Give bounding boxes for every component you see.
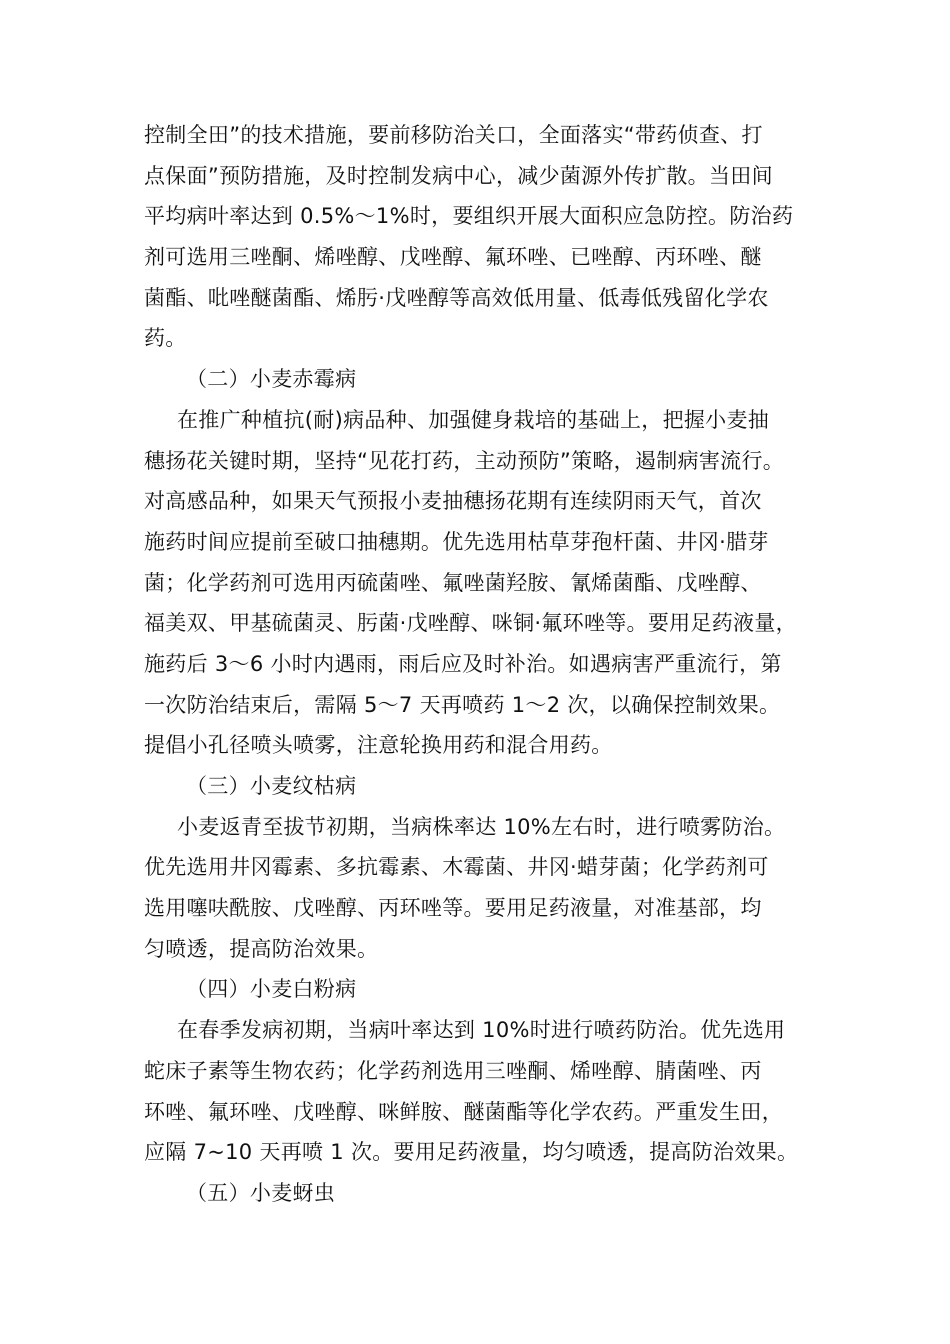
body-line: 在春季发病初期，当病叶率达到 10%时进行喷药防治。优先选用	[177, 1018, 786, 1043]
body-line: 对高感品种，如果天气预报小麦抽穗扬花期有连续阴雨天气，首次	[144, 489, 762, 514]
body-line: 应隔 7~10 天再喷 1 次。要用足药液量，均匀喷透，提高防治效果。	[144, 1140, 799, 1165]
body-line: 菌；化学药剂可选用丙硫菌唑、氟唑菌羟胺、氰烯菌酯、戊唑醇、	[144, 570, 762, 595]
section-heading-aphids: （五）小麦蚜虫	[186, 1180, 336, 1205]
body-line: 控制全田”的技术措施，要前移防治关口，全面落实“带药侦查、打	[144, 123, 763, 147]
section-heading-wheat-scab: （二）小麦赤霉病	[186, 367, 357, 392]
body-line: 药。	[144, 326, 187, 351]
body-line: 剂可选用三唑酮、烯唑醇、戊唑醇、氟环唑、已唑醇、丙环唑、醚	[144, 245, 762, 270]
body-line: 提倡小孔径喷头喷雾，注意轮换用药和混合用药。	[144, 733, 613, 758]
body-line: 匀喷透，提高防治效果。	[144, 936, 379, 961]
section-heading-sheath-blight: （三）小麦纹枯病	[186, 774, 357, 798]
body-line: 平均病叶率达到 0.5%～1%时，要组织开展大面积应急防控。防治药	[144, 204, 794, 229]
body-line: 优先选用井冈霉素、多抗霉素、木霉菌、井冈·蜡芽菌；化学药剂可	[144, 855, 769, 880]
body-line: 穗扬花关键时期，坚持“见花打药，主动预防”策略，遏制病害流行。	[144, 448, 785, 473]
section-heading-powdery-mildew: （四）小麦白粉病	[186, 977, 357, 1002]
body-line: 环唑、氟环唑、戊唑醇、咪鲜胺、醚菌酯等化学农药。严重发生田，	[144, 1099, 783, 1124]
body-line: 菌酯、吡唑醚菌酯、烯肟·戊唑醇等高效低用量、低毒低残留化学农	[144, 285, 769, 310]
document-body	[144, 115, 834, 1214]
body-line: 在推广种植抗(耐)病品种、加强健身栽培的基础上，把握小麦抽	[177, 407, 770, 432]
body-line: 施药时间应提前至破口抽穗期。优先选用枯草芽孢杆菌、井冈·腊芽	[144, 529, 769, 554]
body-line: 选用噻呋酰胺、戊唑醇、丙环唑等。要用足药液量，对准基部，均	[144, 896, 762, 921]
body-line: 施药后 3～6 小时内遇雨，雨后应及时补治。如遇病害严重流行，第	[144, 651, 782, 676]
body-line: 福美双、甲基硫菌灵、肟菌·戊唑醇、咪铜·氟环唑等。要用足药液量，	[144, 611, 797, 636]
body-line: 小麦返青至拔节初期，当病株率达 10%左右时，进行喷雾防治。	[177, 814, 786, 839]
body-line: 一次防治结束后，需隔 5～7 天再喷药 1～2 次，以确保控制效果。	[144, 692, 781, 717]
body-line: 点保面”预防措施，及时控制发病中心，减少菌源外传扩散。当田间	[144, 163, 773, 188]
body-line: 蛇床子素等生物农药；化学药剂选用三唑酮、烯唑醇、腈菌唑、丙	[144, 1058, 762, 1083]
